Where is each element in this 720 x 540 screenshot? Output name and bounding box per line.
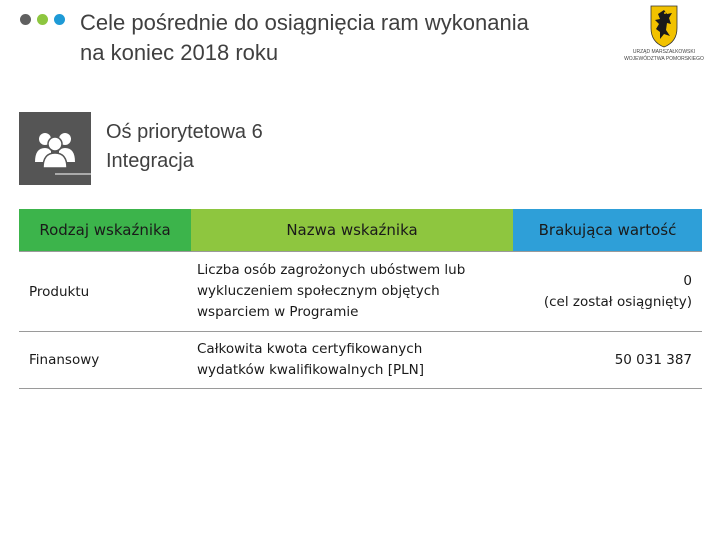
cell-missing-value	[513, 252, 702, 332]
decorative-dots	[20, 14, 70, 26]
cell-text-line: wsparciem w Programie	[197, 304, 359, 320]
coat-of-arms-icon	[614, 4, 714, 48]
cell-text-line: Całkowita kwota certyfikowanych	[197, 341, 423, 357]
logo-text-line-2: WOJEWÓDZTWA POMORSKIEGO	[624, 56, 704, 62]
cell-indicator-name	[191, 332, 513, 389]
cell-text-line: 0	[683, 272, 692, 289]
cell-text-line: Liczba osób zagrożonych ubóstwem lub	[197, 262, 466, 278]
priority-axis-line-2: Integracja	[106, 150, 194, 172]
logo-text-line-1: URZĄD MARSZAŁKOWSKI	[632, 49, 696, 55]
indicators-table	[19, 209, 702, 389]
cell-text-line: wykluczeniem społecznym objętych	[197, 283, 440, 299]
table-row	[19, 332, 702, 389]
cell-indicator-name	[191, 252, 513, 332]
cell-text-line: wydatków kwalifikowalnych [PLN]	[197, 362, 425, 378]
header-indicator-type: Rodzaj wskaźnika	[19, 209, 191, 252]
dot-blue	[54, 14, 65, 25]
cell-indicator-type: Produktu	[19, 252, 191, 332]
regional-logo	[614, 4, 714, 70]
header-indicator-name: Nazwa wskaźnika	[191, 209, 513, 252]
table-header-row	[19, 209, 702, 252]
cell-missing-value	[513, 332, 702, 389]
dot-gray	[20, 14, 31, 25]
title-line-2: na koniec 2018 roku	[80, 40, 279, 65]
table-row	[19, 252, 702, 332]
dot-green	[37, 14, 48, 25]
header-missing-value: Brakująca wartość	[513, 209, 702, 252]
priority-axis-label	[106, 118, 263, 176]
cell-text-line: 50 031 387	[614, 351, 692, 368]
page-title	[80, 8, 529, 68]
title-line-1: Cele pośrednie do osiągnięcia ram wykonania	[80, 10, 529, 35]
logo-text	[614, 49, 714, 63]
people-group-icon	[19, 112, 91, 185]
cell-text-line: (cel został osiągnięty)	[543, 293, 692, 310]
cell-indicator-type: Finansowy	[19, 332, 191, 389]
priority-axis-line-1: Oś priorytetowa 6	[106, 121, 263, 143]
